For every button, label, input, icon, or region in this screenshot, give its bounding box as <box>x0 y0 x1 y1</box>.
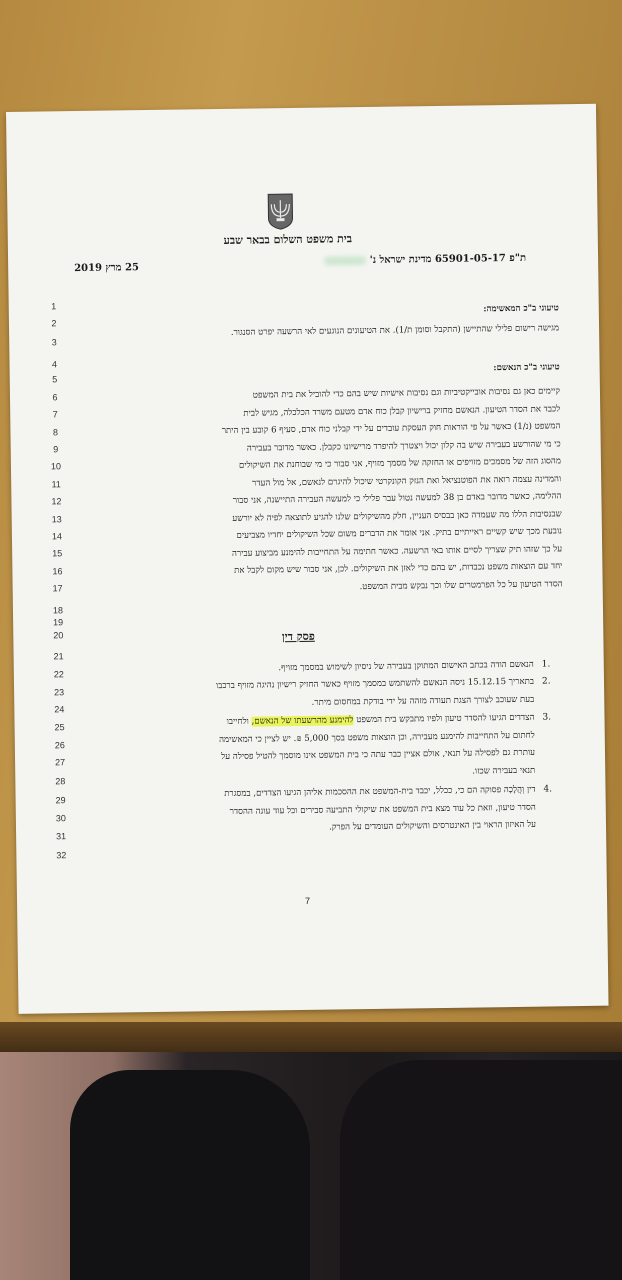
line-number: 14 <box>51 531 62 542</box>
ruling-item-line: בעת שעוכב לצורך הצגת תעודה מזהה על ידי בודקת במחסום מיתר. <box>311 694 535 708</box>
line-number: 19 <box>53 617 64 628</box>
ruling-item-line: עותרת גם לפסילה על תנאי, אולם אציין כבר עתה כי בית המשפט אינו מוסמך להטיל פסילה על <box>221 747 536 763</box>
line-number: 24 <box>54 704 65 715</box>
line-number: 25 <box>54 722 65 733</box>
ruling-item-line: דין וְהֲלָכָה פסוקה הם כי, ככלל, יכבד בית-המשפט את ההסכמות אליהן הגיעו הצדדים, במסגרת <box>224 784 536 800</box>
prosecution-heading: טיעוני ב"כ המאשימה: <box>483 303 559 315</box>
line-number: 15 <box>52 548 63 559</box>
line-number: 1 <box>51 301 57 312</box>
ruling-item-line: הסדר טיעון, וזאת כל עוד מצא בית המשפט את שיקולי התביעה סבירים וכל עוד עונה ההסדר <box>229 802 536 817</box>
ruling-item-line: הצדדים הגיעו להסדר טיעון ולפיו מתבקש בית המשפט להימנע מהרשעתו של הנאשם, ולחייבו <box>226 712 535 727</box>
line-number: 20 <box>53 630 64 641</box>
line-number: 31 <box>56 831 67 842</box>
highlighted-text: להימנע מהרשעתו של הנאשם, <box>251 715 354 727</box>
line-number: 3 <box>51 337 57 348</box>
line-number: 23 <box>54 687 65 698</box>
defense-line: המשפט (נ/1) כאשר על פי הוראות חוק העסקת עובדים על ידי קבלני כוח אדם, סעיף 6 קובע בין היתר <box>221 421 561 437</box>
line-number: 13 <box>51 514 62 525</box>
ruling-item-line: הנאשם הודה בכתב האישום המתוקן בעבירה של ניסיון לשימוש במסמך מזויף. <box>278 659 534 674</box>
line-number: 6 <box>52 392 58 403</box>
line-number: 21 <box>53 651 64 662</box>
ruling-item-line: תנאי בעבירה שכזו. <box>472 765 536 777</box>
defense-line: נובעת מכך שיש קשיים ראייתיים בתיק. אני אומר את הדברים משום שכל השיקולים יחדיו מצביעים <box>236 526 562 541</box>
state-emblem-icon <box>265 192 296 230</box>
case-reference: ת"פ 65901-05-17 מדינת ישראל נ' <box>324 253 526 267</box>
line-number: 12 <box>51 496 62 507</box>
ruling-item-number: 2. <box>541 676 551 687</box>
line-number: 7 <box>52 409 58 420</box>
court-name: בית משפט השלום בבאר שבע <box>223 232 353 247</box>
line-number: 10 <box>50 461 62 472</box>
document-date: 25 מרץ 2019 <box>74 262 140 275</box>
line-number: 17 <box>52 583 63 594</box>
defense-line: על כך שזהו תיק שצריך לסיים אותו באי הרשעה. כאשר חתימה על התחייבות להימנע מביצוע עבירה <box>231 543 563 559</box>
line-number: 29 <box>55 795 66 806</box>
redacted-name <box>324 256 366 266</box>
ruling-item-line: לחתום על התחייבות להימנע מעבירה, וכן הוצאות משפט בסך 5,000 ₪. יש לציין כי המאשימה <box>218 730 535 745</box>
defense-line: כי מי שהורשע בעבירה שיש בה קלון יכול ויצטרך להיפרד מרישיונו כקבלן. כאשר מדובר בעבירה <box>246 438 561 454</box>
defense-line: שבנסיבות הללו מה שעמדה כאן בבסיס העניין, חלק מהשיקולים שלנו להגיע לתוצאה לפיה לא יורשע <box>232 508 562 524</box>
ruling-heading: פסק דין <box>281 629 315 644</box>
defense-heading: טיעוני ב"כ הנאשם: <box>493 362 560 374</box>
page-number: 7 <box>304 895 311 906</box>
line-number: 26 <box>54 740 65 751</box>
defense-line: מהסוג הזה של מסמכים מזויפים או החזקה של מסמך מזויף, אני סבור כי מי שבוחנת את השיקולים <box>238 456 562 471</box>
document-page <box>6 104 609 1014</box>
line-number: 5 <box>52 374 58 385</box>
line-number: 18 <box>52 605 64 616</box>
line-number: 22 <box>53 669 64 680</box>
ruling-item-line: בתאריך 15.12.15 ניסה הנאשם להשתמש במסמך מזויף כאשר החזיק רישיון נהיגה מזויף ברכבו <box>215 676 535 692</box>
defense-line: והמדינה עצמה רואה את הפוטנציאל ואת הנזק הקונקרטי שיכול להיגרם לנאשם, אל מול העדר <box>252 473 562 489</box>
defense-line: ההלימה, כאשר מדובר באדם בן 38 למעשה נטול עבר פלילי כי למעשה העבירה התיישנה, אני סבור <box>232 491 562 506</box>
desk-edge <box>0 1022 622 1056</box>
ruling-item-line: על האיזון הראוי בין האינטרסים והשיקולים העומדים על הפרק. <box>328 819 537 833</box>
line-number: 2 <box>51 318 57 329</box>
line-number: 27 <box>55 757 66 768</box>
line-number: 32 <box>56 850 67 861</box>
line-number: 8 <box>52 427 59 438</box>
shoe-right <box>340 1060 622 1280</box>
line-number: 16 <box>52 566 63 577</box>
line-number: 9 <box>53 444 59 455</box>
ruling-item-number: 1. <box>541 659 551 670</box>
line-number: 28 <box>55 776 66 787</box>
defense-line: קיימים כאן גם נסיבות אובייקטיביות וגם נסיבות אישיות שיש בהם כדי להוביל את בית המשפט <box>252 386 561 401</box>
line-number: 11 <box>51 479 61 490</box>
prosecution-text: מגישה רישום פלילי שהתיישן (התקבל וסומן ת/1). את הטיעונים הנוגעים לאי הרשעה יפרט הסנגור. <box>230 323 560 338</box>
ruling-item-number: 3. <box>542 712 552 723</box>
ruling-item-number: 4. <box>543 784 553 795</box>
line-number: 30 <box>55 813 66 824</box>
defense-line: לכבד את הסדר הטיעון. הנאשם מחזיק ברישיון קבלן כוח אדם מטעם משרד הכלכלה, מגיש לבית <box>243 403 561 419</box>
defense-line: הסדר הטיעון על כל הפרמטרים שלו וכך נבקש מבית המשפט. <box>359 578 563 592</box>
defense-line: יחד עם הוצאות משפט נכבדות, יש בהם כדי לאזן את השיקולים. לכן, אני סבור שיש מקום לקבל את <box>234 561 563 576</box>
line-number: 4 <box>51 359 58 370</box>
shoe-left <box>70 1070 310 1280</box>
